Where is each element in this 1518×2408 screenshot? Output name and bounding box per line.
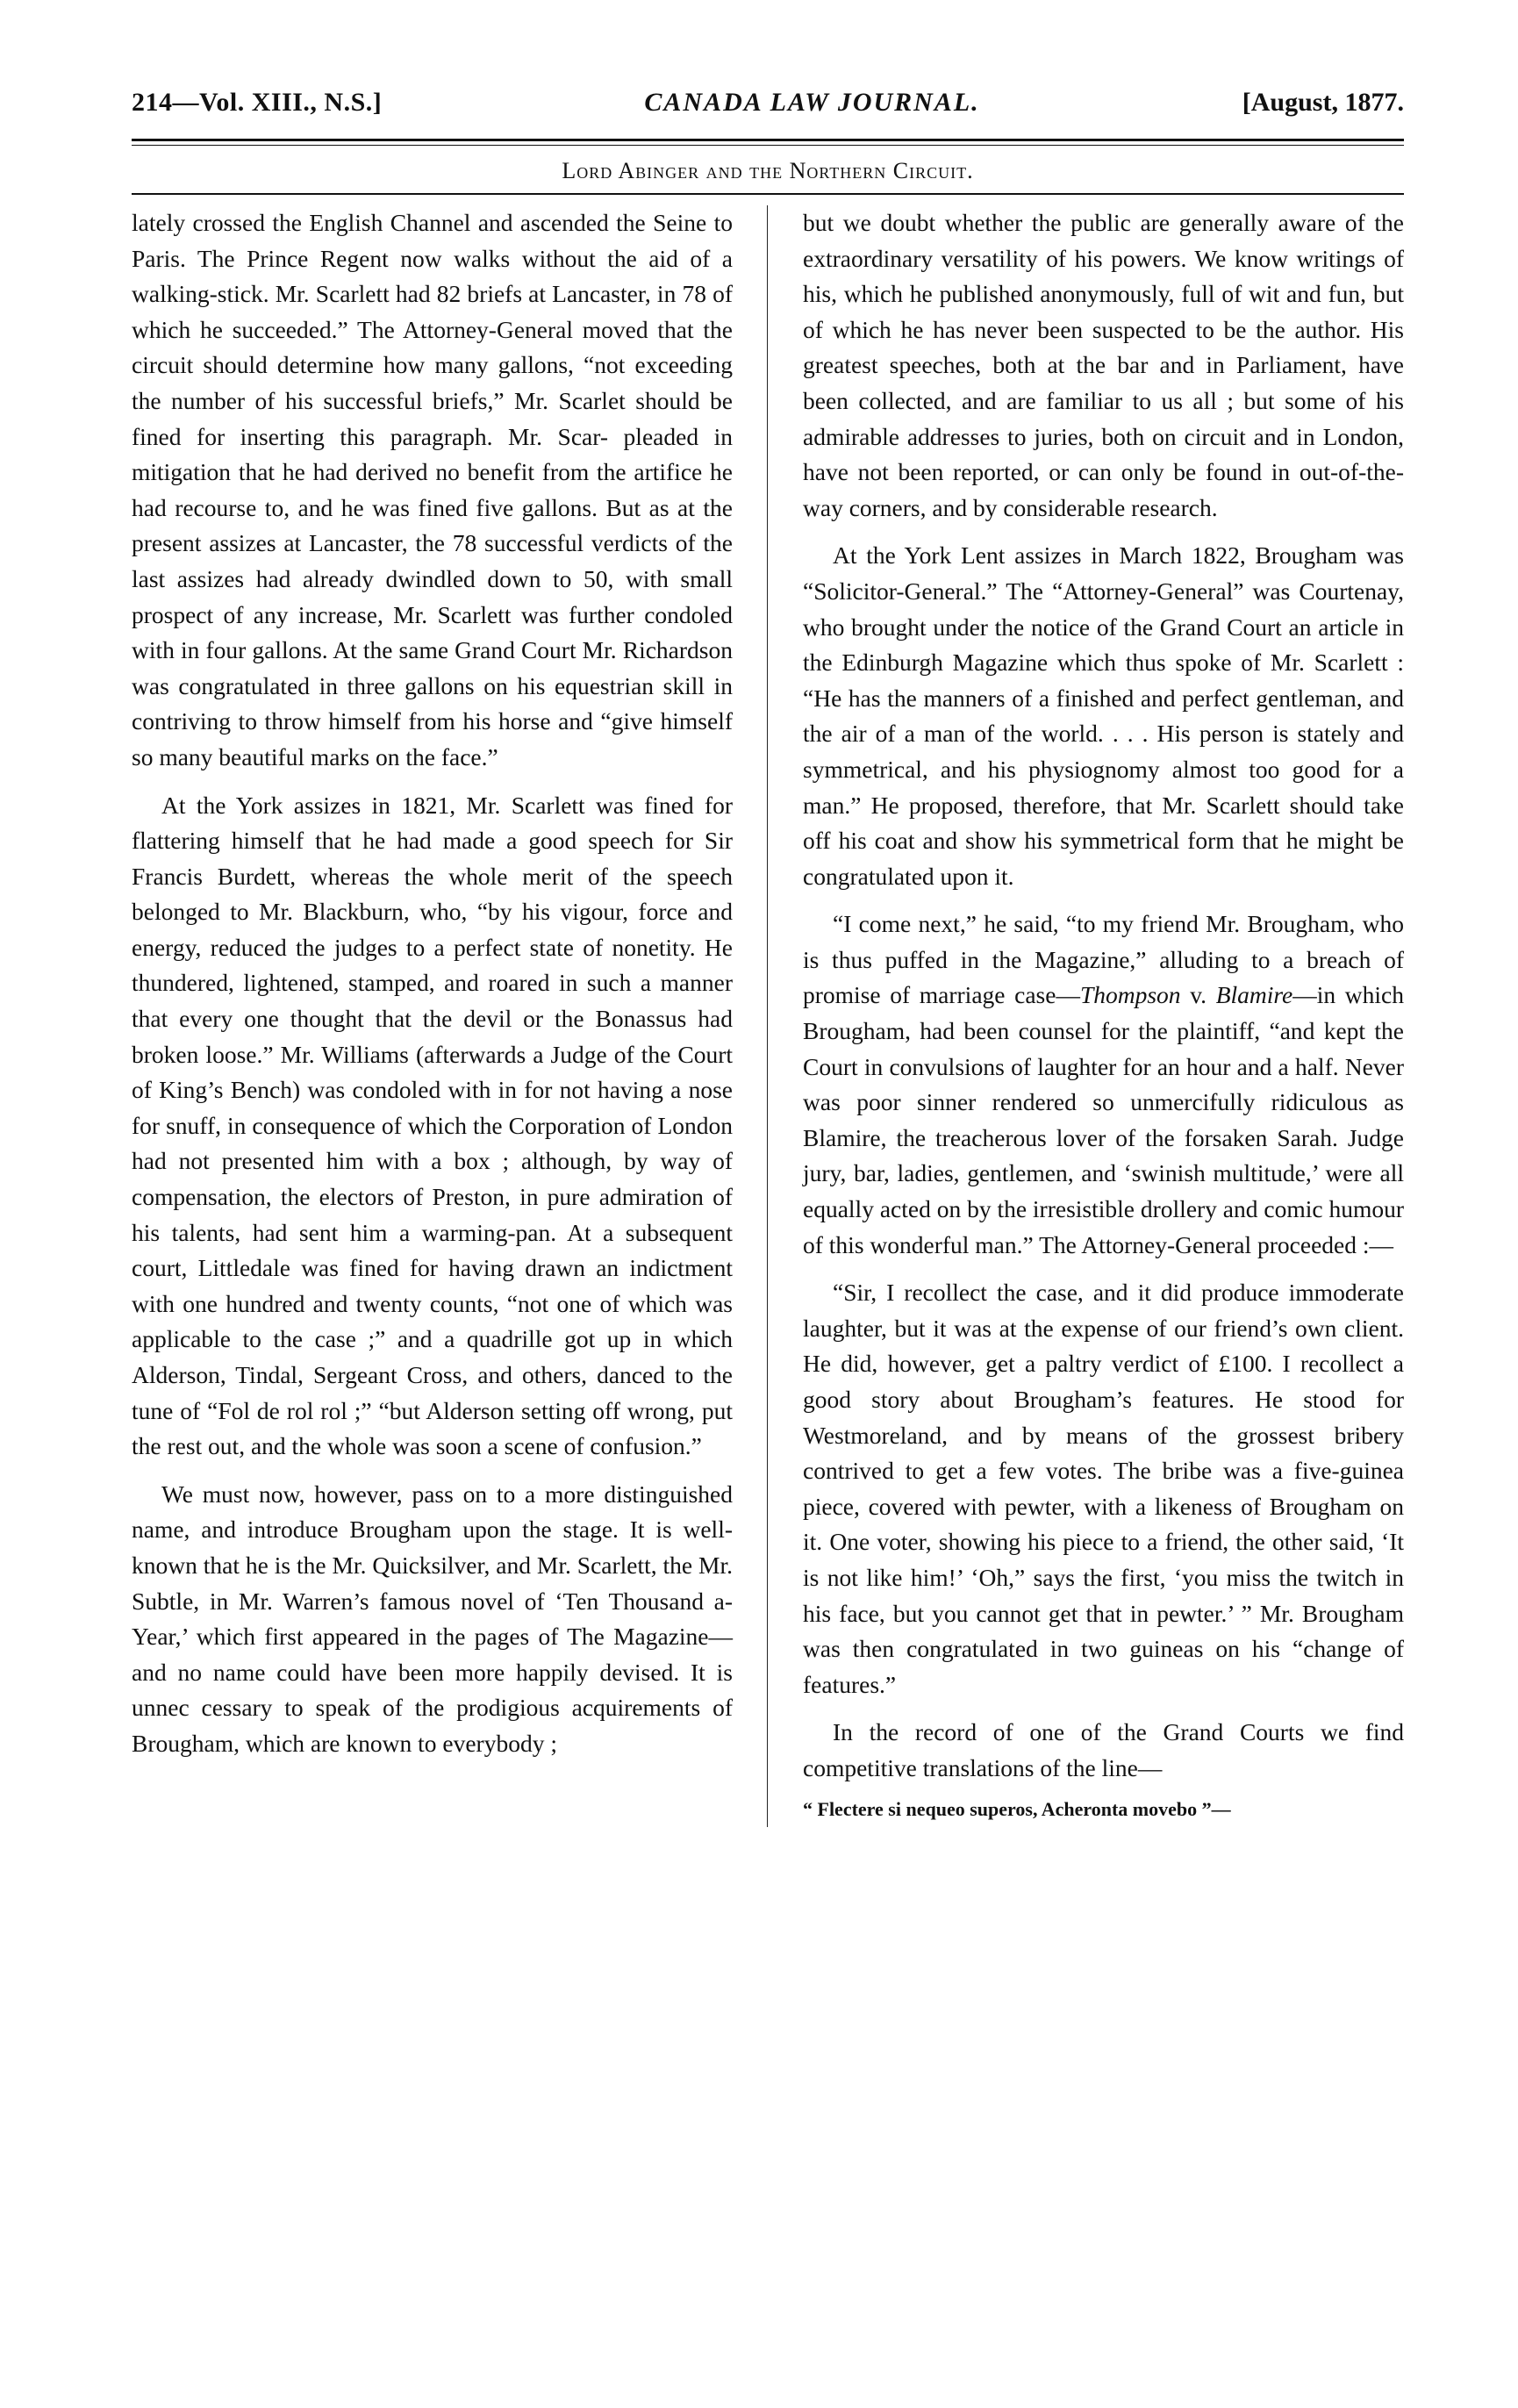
paragraph: but we doubt whether the public are generally aware of the extraordinary versatility of his powers. We know writings of his, which he published anonymously, full of wit and fun, but of which he has never been suspected to be the author. His greatest speeches, both at the bar and in Parliament, have been collected, and are familiar to us all ; but some of his admirable addresses to juries, both on circuit and in London, have not been reported, or can only be found in out-of-the-way corners, and by considerable research. bbox=[803, 209, 1404, 521]
article-body bbox=[132, 205, 1404, 1827]
case-name: Thompson bbox=[1079, 981, 1181, 1009]
latin-quote: “ Flectere si nequeo superos, Acheronta movebo ”— bbox=[803, 1797, 1231, 1820]
journal-title: CANADA LAW JOURNAL. bbox=[644, 88, 980, 117]
case-name: Blamire bbox=[1215, 981, 1293, 1009]
text-run: v. bbox=[1180, 981, 1216, 1009]
running-header bbox=[132, 70, 1404, 137]
text-run: “I come next,” he said, “to my friend Mr. Brougham, who is thus puffed in the Magazine,” alluding to a breach of promise of marriage case— bbox=[803, 910, 1404, 1009]
journal-page bbox=[132, 70, 1404, 2369]
section-title: Lord Abinger and the Northern Circuit. bbox=[562, 158, 974, 183]
page-volume: 214—Vol. XIII., N.S.] bbox=[132, 88, 383, 117]
left-column bbox=[132, 205, 733, 1827]
paragraph: At the York assizes in 1821, Mr. Scarlett was fined for flattering himself that he had made a good speech for Sir Francis Burdett, whereas the whole merit of the speech belonged to Mr. Blackburn, who, “by his vigour, force and energy, reduced the judges to a perfect state of nonetity. He thundered, lightened, stamped, and roared in such a manner that every one thought that the devil or the Bonassus had broken loose.” Mr. Williams (afterwards a Judge of the Court of King’s Bench) was condoled with in for not having a nose for snuff, in consequence of which the Corporation of London had not presented him with a box ; although, by way of compensation, the electors of Preston, in pure admiration of his talents, had sent him a warming-pan. At a subsequent court, Littledale was fined for having drawn an indictment with one hundred and twenty counts, “not one of which was applicable to the case ;” and a quadrille got up in which Alderson, Tindal, Sergeant Cross, and others, danced to the tune of “Fol de rol rol ;” “but Alderson setting off wrong, put the rest out, and the whole was soon a scene of confusion.” bbox=[132, 791, 733, 1460]
paragraph bbox=[803, 907, 1404, 1263]
text-run: —in which Brougham, had been counsel for the plaintiff, “and kept the Court in convulsions of laughter for an hour and a half. Never was poor sinner rendered so unmercifully ridiculous as Blamire, the treacherous lover of the forsaken Sarah. Judge jury, bar, ladies, gentlemen, and ‘swinish multitude,’ were all equally acted on by the irresistible drollery and comic humour of this wonderful man.” The Attorney-General proceeded :— bbox=[803, 981, 1405, 1258]
paragraph: We must now, however, pass on to a more distinguished name, and introduce Brougham upon the stage. It is well-known that he is the Mr. Quicksilver, and Mr. Scarlett, the Mr. Subtle, in Mr. Warren’s famous novel of ‘Ten Thousand a-Year,’ which first appeared in the pages of The Magazine—and no name could have been more happily devised. It is unnec cessary to speak of the prodigious acquirements of Brougham, which are known to everybody ; bbox=[132, 1480, 733, 1757]
paragraph: lately crossed the English Channel and ascended the Seine to Paris. The Prince Regent now walks without the aid of a walking-stick. Mr. Scarlett had 82 briefs at Lancaster, in 78 of which he succeeded.” The Attorney-General moved that the circuit should determine how many gallons, “not exceeding the number of his successful briefs,” Mr. Scarlet should be fined for inserting this paragraph. Mr. Scar- pleaded in mitigation that he had derived no benefit from the artifice he had recourse to, and he was fined five gallons. But as at the present assizes at Lancaster, the 78 successful verdicts of the last assizes had already dwindled down to 50, with small prospect of any increase, Mr. Scarlett was further condoled with in four gallons. At the same Grand Court Mr. Richardson was congratulated in three gallons on his equestrian skill in contriving to throw himself from his horse and “give himself so many beautiful marks on the face.” bbox=[132, 209, 733, 770]
header-rule bbox=[132, 139, 1404, 146]
right-column bbox=[803, 205, 1404, 1827]
section-rule bbox=[132, 193, 1404, 195]
column-divider bbox=[767, 205, 768, 1827]
paragraph: “Sir, I recollect the case, and it did produce immoderate laughter, but it was at the expense of our friend’s own client. He did, however, get a paltry verdict of £100. I recollect a good story about Brougham’s features. He stood for Westmoreland, and by means of the grossest bribery contrived to get a few votes. The bribe was a five-guinea piece, covered with pewter, with a likeness of Brougham on it. One voter, showing his piece to a friend, the other said, ‘It is not like him!’ ‘Oh,” says the first, ‘you miss the twitch in his face, but you cannot get that in pewter.’ ” Mr. Brougham was then congratulated in two guineas on his “change of features.” bbox=[803, 1279, 1404, 1698]
paragraph: At the York Lent assizes in March 1822, Brougham was “Solicitor-General.” The “Attorney-General” was Courtenay, who brought under the notice of the Grand Court an article in the Edinburgh Magazine which thus spoke of Mr. Scarlett : “He has the manners of a finished and perfect gentleman, and the air of a man of the world. . . . His person is stately and symmetrical, and his physiognomy almost too good for a man.” He proposed, therefore, that Mr. Scarlett should take off his coat and show his symmetrical form that he might be congratulated upon it. bbox=[803, 541, 1404, 890]
paragraph: In the record of one of the Grand Courts we find competitive translations of the line— bbox=[803, 1718, 1404, 1781]
issue-date: [August, 1877. bbox=[1242, 88, 1404, 117]
